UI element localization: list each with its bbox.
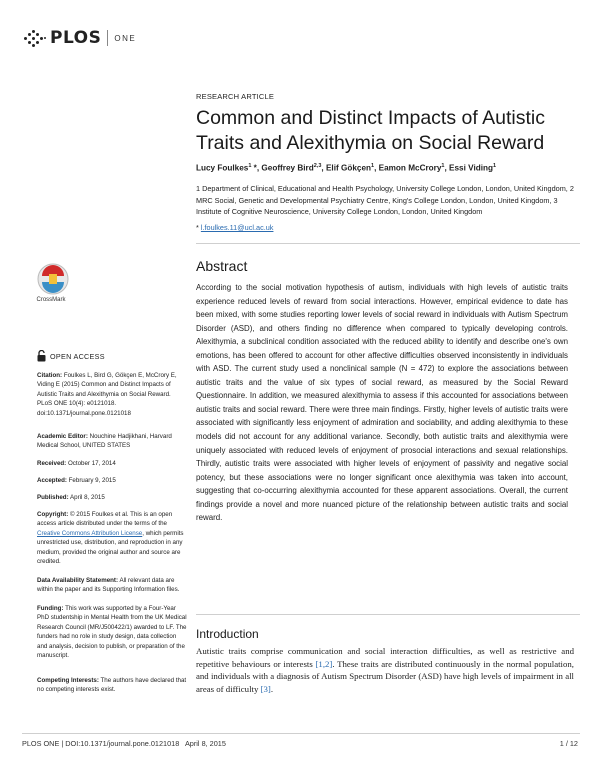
email-link[interactable]: l.foulkes.11@ucl.ac.uk <box>200 223 274 232</box>
citation-block <box>37 371 187 418</box>
author-name[interactable]: Essi Viding <box>449 163 494 173</box>
email-asterisk: * <box>196 223 201 232</box>
received-label: Received: <box>37 460 67 467</box>
article-title: Common and Distinct Impacts of Autistic Traits and Alexithymia on Social Reward <box>196 107 545 154</box>
editor-block <box>37 432 187 451</box>
citation-text: Foulkes L, Bird G, Gökçen E, McCrory E, Viding E (2015) Common and Distinct Impacts of Autistic Traits and Alexithymia on Social Reward. PLoS ONE 10(4): e0121018. doi:10.1371/journal.pone.0121018 <box>37 372 177 417</box>
accepted-label: Accepted: <box>37 477 67 484</box>
crossmark-icon <box>36 262 70 296</box>
citation-label: Citation: <box>37 372 63 379</box>
data-availability-text: All relevant data are within the paper and its Supporting Information files. <box>37 577 180 594</box>
introduction-text <box>196 645 574 696</box>
divider <box>196 243 580 244</box>
logo-wordmark: PLOS <box>50 28 102 48</box>
open-access-badge <box>37 350 105 362</box>
author-separator: , <box>321 163 326 173</box>
author-name[interactable]: Geoffrey Bird <box>261 163 314 173</box>
competing-interests-block <box>37 676 187 695</box>
funding-label: Funding: <box>37 605 64 612</box>
accepted-date: February 9, 2015 <box>68 477 116 484</box>
intro-text-part: . <box>270 684 274 695</box>
plos-logo[interactable] <box>22 28 136 48</box>
accepted-block <box>37 476 187 485</box>
page-number: 1 / 12 <box>559 739 578 748</box>
author-affiliation-marker: 1 <box>441 163 445 169</box>
published-date: April 8, 2015 <box>70 494 105 501</box>
author-separator: , <box>374 163 379 173</box>
divider <box>196 614 580 615</box>
citation-link[interactable]: [1,2] <box>315 658 333 669</box>
copyright-text: © 2015 Foulkes et al. This is an open access article distributed under the terms of the <box>37 511 173 528</box>
affiliations: 1 Department of Clinical, Educational and Health Psychology, University College London, London, United Kingdom, 2 MRC Social, Genetic and Developmental Psychiatry Centre, King's College London, London, United Kingdom, 3 Institute of Cognitive Neuroscience, University College London, London, United Kingdom <box>196 184 574 216</box>
received-block <box>37 459 187 468</box>
introduction-heading: Introduction <box>196 627 259 641</box>
article-type: RESEARCH ARTICLE <box>196 92 275 101</box>
editor-text: Nouchine Hadjikhani, Harvard Medical School, UNITED STATES <box>37 433 172 450</box>
footer-citation: PLOS ONE | DOI:10.1371/journal.pone.0121018 April 8, 2015 <box>22 739 226 748</box>
funding-block <box>37 604 187 660</box>
author-separator: *, <box>251 163 262 173</box>
intro-text-part: Autistic traits comprise communication and social interaction difficulties, as well as restrictive and repetitive behaviours or interests <box>196 646 574 669</box>
received-date: October 17, 2014 <box>67 460 116 467</box>
logo-divider <box>107 30 108 46</box>
author-affiliation-marker: 1 <box>248 163 252 169</box>
published-label: Published: <box>37 494 69 501</box>
journal-name: ONE <box>114 33 137 43</box>
author-affiliation-marker: 1 <box>371 163 375 169</box>
data-availability-block <box>37 576 187 595</box>
competing-interests-label: Competing Interests: <box>37 677 99 684</box>
abstract-text: According to the social motivation hypothesis of autism, individuals with high levels of autistic traits experience reduced levels of reward from social interactions. However, empirical evidence to date has been mixed, with some studies reporting lower levels of social reward in individuals with Autism Spectrum Disorder (ASD), and others finding no difference when compared to typically developing controls. Alexithymia, a subclinical condition associated with the reduced ability to identify and describe one's own emotions, has been offered to account for other affective difficulties observed inconsistently in individuals with ASD. The current study used a nonclinical sample (N = 472) to explore the associations between autistic traits and the value of six types of social reward, as measured by the Social Reward Questionnaire. In addition, we measured alexithymia to assess if this accounted for associations between autistic traits and social reward. There were three main findings. Firstly, higher levels of autistic traits were associated with significantly less enjoyment of admiration and sociability, and adding alexithymia to these models did not account for any additional variance. Secondly, both autistic traits and alexithymia were uniquely associated with reduced levels of enjoyment of prosocial interactions and sexual relationships. Thirdly, autistic traits were associated with higher levels of enjoyment of passivity and negative social potency, but these associations were no longer significant once alexithymia was taken into account, suggesting that co-occurring alexithymia accounted for these apparent associations. Overall, the current findings provide a novel and more nuanced picture of the relationship between autistic traits and social reward. <box>196 283 568 523</box>
author-affiliation-marker: 1 <box>493 163 497 169</box>
author-separator: , <box>444 163 450 173</box>
author-name[interactable]: Elif Gökçen <box>325 163 371 173</box>
open-access-label: OPEN ACCESS <box>50 351 105 361</box>
crossmark-badge[interactable] <box>36 262 70 303</box>
open-lock-icon <box>37 350 46 362</box>
citation-link[interactable]: [3] <box>260 684 271 695</box>
crossmark-label: CrossMark <box>36 297 66 303</box>
author-list <box>196 163 576 173</box>
data-availability-label: Data Availability Statement: <box>37 577 119 584</box>
author-name[interactable]: Eamon McCrory <box>378 163 442 173</box>
copyright-text-end: , which permits unrestricted use, distribution, and reproduction in any medium, provided the original author and source are credited. <box>37 529 184 566</box>
license-link[interactable]: Creative Commons Attribution License <box>37 529 143 537</box>
copyright-label: Copyright: <box>37 511 69 518</box>
competing-interests-text: The authors have declared that no competing interests exist. <box>37 677 187 694</box>
author-name[interactable]: Lucy Foulkes <box>196 163 249 173</box>
published-block <box>37 493 187 502</box>
copyright-block <box>37 510 187 566</box>
intro-text-part: . These traits are distributed continuously in the normal population, and individuals with a diagnosis of Autism Spectrum Disorder (ASD) have high levels of impairment in all areas of difficulty <box>196 658 574 695</box>
plos-dots-icon <box>22 28 48 48</box>
footer-divider <box>22 733 580 734</box>
corresponding-email <box>196 223 273 232</box>
author-affiliation-marker: 2,3 <box>313 163 322 169</box>
funding-text: This work was supported by a Four-Year PhD studentship in Mental Health from the UK Medical Research Council (MR/J500422/1) awarded to LF. The funders had no role in study design, data collection and analysis, decision to publish, or preparation of the manuscript. <box>37 605 187 660</box>
editor-label: Academic Editor: <box>37 433 88 440</box>
abstract-heading: Abstract <box>196 258 248 274</box>
